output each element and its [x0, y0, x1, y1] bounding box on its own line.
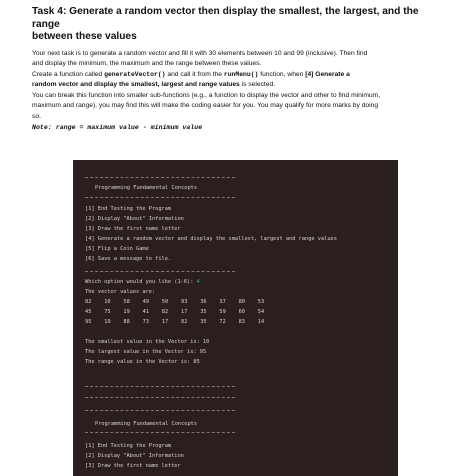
terminal-header-repeat: Programming Fundamental Concepts [95, 421, 198, 427]
vector-value: 82 [85, 299, 92, 305]
divider [85, 410, 235, 411]
vector-value: 73 [142, 319, 149, 325]
divider [85, 177, 235, 178]
paragraph-subfunctions [32, 91, 444, 123]
menu-option-bold-2: random vector and display the smallest, largest and range values [32, 81, 240, 89]
terminal-screenshot [73, 160, 398, 476]
result-range: The range value in the Vector is: 85 [85, 359, 200, 365]
terminal-menu-item: [1] End Testing the Program [85, 206, 172, 212]
vector-value: 72 [219, 319, 226, 325]
prompt-text: Which option would you like (1-6): [85, 279, 194, 285]
vector-value: 53 [257, 299, 265, 305]
paragraph-sub-line1: You can break this function into smaller sub-functions (e.g., a function to display the vector and other to find minimum, [32, 91, 381, 99]
vector-value: 19 [104, 319, 111, 325]
menu-option-bold-1: [4] Generate a [305, 70, 350, 78]
task-document [32, 6, 444, 133]
vector-value: 93 [181, 299, 188, 305]
vector-value: 82 [161, 309, 169, 315]
vector-value: 49 [142, 299, 149, 305]
vector-value: 14 [257, 319, 265, 325]
vector-label: The vector values are: [85, 289, 156, 295]
paragraph-function [32, 70, 444, 91]
terminal-prompt [85, 279, 200, 285]
task-title-line1: Task 4: Generate a random vector then display the smallest, the largest, and the range [32, 6, 419, 30]
terminal-menu-item: [1] End Testing the Program [85, 443, 172, 449]
task-title [32, 6, 444, 44]
vector-value: 58 [123, 299, 130, 305]
vector-value: 10 [104, 299, 111, 305]
vector-value: 54 [257, 309, 265, 315]
vector-value: 80 [238, 299, 245, 305]
terminal-menu-item: [2] Display "About" Information [85, 453, 184, 459]
divider [85, 197, 235, 198]
vector-value: 35 [200, 319, 207, 325]
vector-value: 41 [142, 309, 149, 315]
divider [85, 271, 235, 272]
vector-value: 59 [219, 309, 226, 315]
vector-value: 19 [123, 309, 130, 315]
vector-value: 50 [161, 299, 169, 305]
terminal-menu-item: [3] Draw the first name letter [85, 463, 181, 469]
paragraph-sub-line2: maximum and range), you may find this will make the coding easier for you. You may qualify for more marks by doing [32, 102, 379, 110]
code-run-menu: runMenu() [223, 70, 259, 78]
terminal-menu-item: [6] Save a message to file. [85, 256, 172, 262]
paragraph-function-text-b: and call it from the [165, 70, 224, 78]
note-range: Note: range = maximum value - minimum value [32, 123, 203, 131]
vector-value: 17 [161, 319, 169, 325]
paragraph-intro-line2: and display the minimum, the maximum and the range between these values. [32, 60, 262, 68]
terminal-menu-item: [4] Generate a random vector and display the smallest, largest and range values [85, 236, 337, 242]
vector-value: 36 [200, 299, 207, 305]
paragraph-function-text-d: is selected. [239, 81, 276, 89]
vector-value: 37 [219, 299, 226, 305]
divider [85, 432, 235, 433]
vector-value: 45 [85, 309, 92, 315]
terminal-menu-item: [5] Flip a Coin Game [85, 246, 149, 252]
paragraph-function-text-a: Create a function called [32, 70, 105, 78]
prompt-input: 4 [196, 279, 200, 285]
task-title-line2: between these values [32, 31, 137, 42]
vector-value: 82 [181, 319, 188, 325]
terminal-menu-item: [3] Draw the first name letter [85, 226, 181, 232]
vector-value: 95 [85, 319, 92, 325]
paragraph-function-text-c: function, when [258, 70, 306, 78]
result-smallest: The smallest value in the Vector is: 10 [85, 339, 210, 345]
vector-value: 83 [238, 319, 245, 325]
vector-value: 88 [123, 319, 130, 325]
paragraph-sub-line3: so. [32, 113, 41, 121]
terminal-menu-item: [2] Display "About" Information [85, 216, 184, 222]
code-generate-vector: generateVector() [104, 70, 166, 78]
divider [85, 397, 235, 398]
terminal-header: Programming Fundamental Concepts [95, 185, 198, 191]
divider [85, 386, 235, 387]
vector-value: 35 [200, 309, 207, 315]
paragraph-intro [32, 49, 444, 70]
vector-value: 60 [238, 309, 245, 315]
vector-value: 75 [104, 309, 111, 315]
result-largest: The largest value in the Vector is: 95 [85, 349, 207, 355]
paragraph-intro-line1: Your next task is to generate a random vector and fill it with 30 elements between 10 and 99 (inclusive). Then find [32, 49, 368, 57]
vector-value: 17 [181, 309, 188, 315]
